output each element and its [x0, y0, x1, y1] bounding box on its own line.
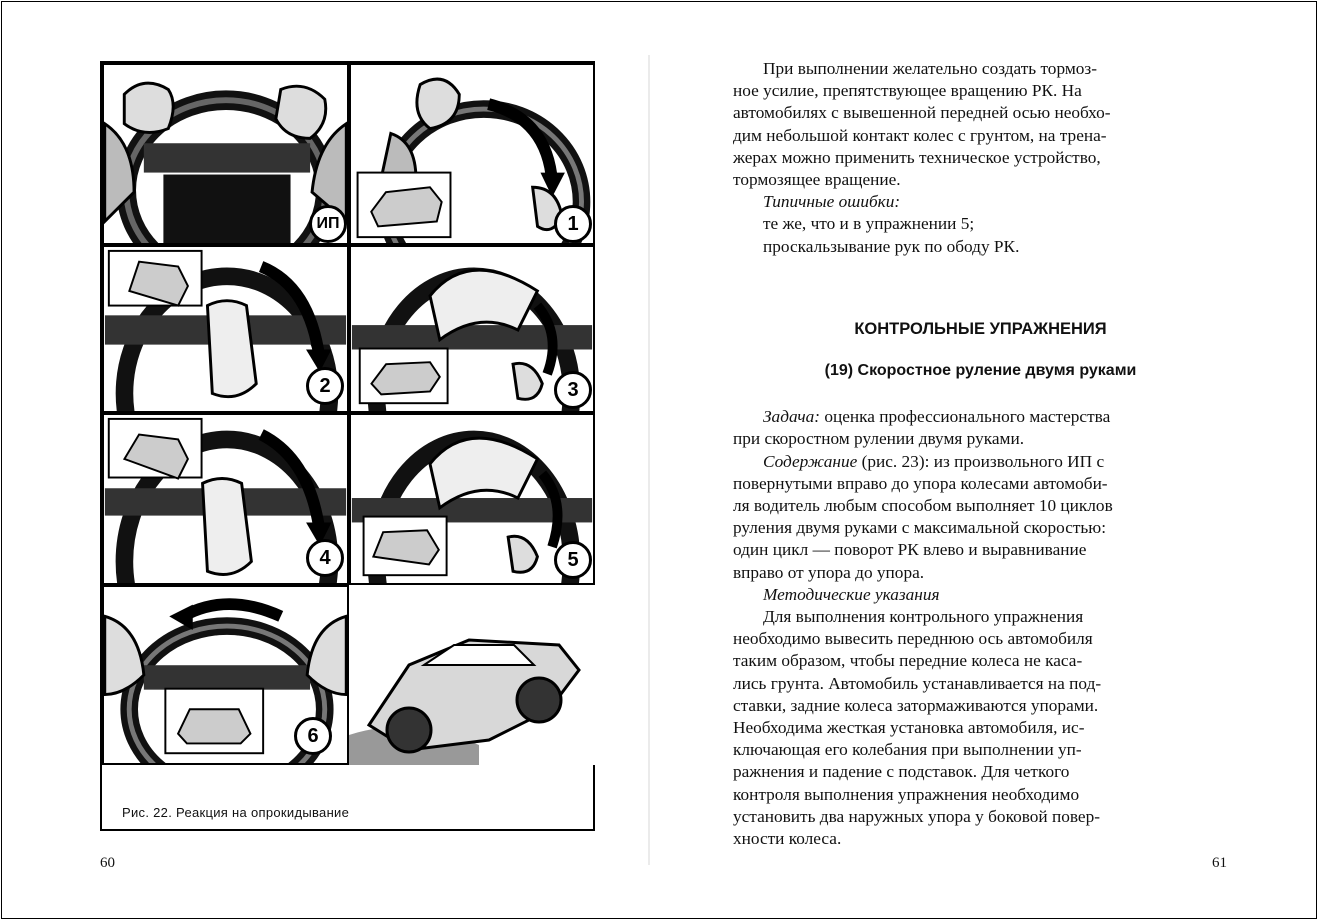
step-badge-3: 3: [554, 371, 592, 409]
step-badge-4: 4: [306, 539, 344, 577]
step-badge-5: 5: [554, 541, 592, 579]
panel-step-4: [102, 413, 349, 585]
exercise-heading: (19) Скоростное руление двумя руками: [824, 362, 1137, 380]
page-number-left: 60: [100, 855, 115, 871]
content-paragraph: Содержание (рис. 23): из произвольного ИП с: [763, 451, 1105, 471]
figure-caption: Рис. 22. Реакция на опрокидывание: [122, 805, 350, 820]
panel-ip: [102, 63, 349, 245]
intro-paragraph: При выполнении желательно создать тормоз-: [763, 59, 1097, 78]
step-badge-ip: ИП: [309, 205, 347, 243]
car-tipping-illustration: [349, 585, 595, 765]
step-badge-1: 1: [554, 205, 592, 243]
book-gutter: [648, 55, 650, 865]
panel-step-6: [102, 585, 349, 765]
method-label: Методические указания: [763, 584, 940, 604]
step-badge-2: 2: [306, 367, 344, 405]
panel-step-1: [349, 63, 595, 245]
task-paragraph: Задача: оценка профессионального мастерства: [763, 407, 1111, 427]
method-paragraph: Для выполнения контрольного упражнения: [763, 607, 1084, 627]
panel-step-2: [102, 245, 349, 413]
panel-step-3: [349, 245, 595, 413]
panel-step-5: [349, 413, 595, 585]
page-number-right: 61: [1212, 855, 1227, 871]
typical-errors-label: Типичные ошибки:: [763, 192, 901, 212]
right-page-text: При выполнении желательно создать тормоз- ное усилие, препятствующее вращению РК. На автомобилях с вывешенной передней осью необхо- дим небольшой контакт колес с грунтом, на трена- жерах можно применить техническое устройство, тормозящее вращение. Типичные ошибки: те же, что и в упражнении 5; проскальзывание рук по ободу РК. КОНТРОЛЬНЫЕ УПРАЖНЕНИЯ (19) Скоростное руление двумя руками Задача: оценка профессионального мастерства при скоростном рулении двумя руками. Содержание (рис. 23): из произвольного ИП с повернутыми вправо до упора колесами автомоби- ля водитель любым способом выполняет 10 циклов руления двумя руками с максимальной скоростью: один цикл — поворот РК влево и выравнивание вправо от упора до упора. Методические указания Для выполнения контрольного упражнения необходимо вывесить переднюю ось автомобиля таким образом, чтобы передние колеса не каса- лись грунта. Автомобиль устанавливается на под- ставки, задние колеса затормаживаются упорами. Необходима жесткая установка автомобиля, ис- ключающая его колебания при выполнении уп- ражнения и падение с подставок. Для четкого контроля выполнения упражнения необходимо установить два наружных упора у боковой повер- хности колеса.: [733, 58, 1228, 850]
step-badge-6: 6: [294, 717, 332, 755]
typical-errors-list: те же, что и в упражнении 5;: [763, 214, 975, 234]
figure-22: [100, 61, 595, 831]
panel-car-tipping: [349, 585, 595, 765]
section-heading: КОНТРОЛЬНЫЕ УПРАЖНЕНИЯ: [854, 319, 1107, 338]
intro-paragraph-cont: ное усилие, препятствующее вращению РК. На автомобилях с вывешенной передней осью необхо- дим небольшой контакт колес с грунтом, на трена- жерах можно применить техническое устройство, тормозящее вращение.: [733, 81, 1111, 190]
